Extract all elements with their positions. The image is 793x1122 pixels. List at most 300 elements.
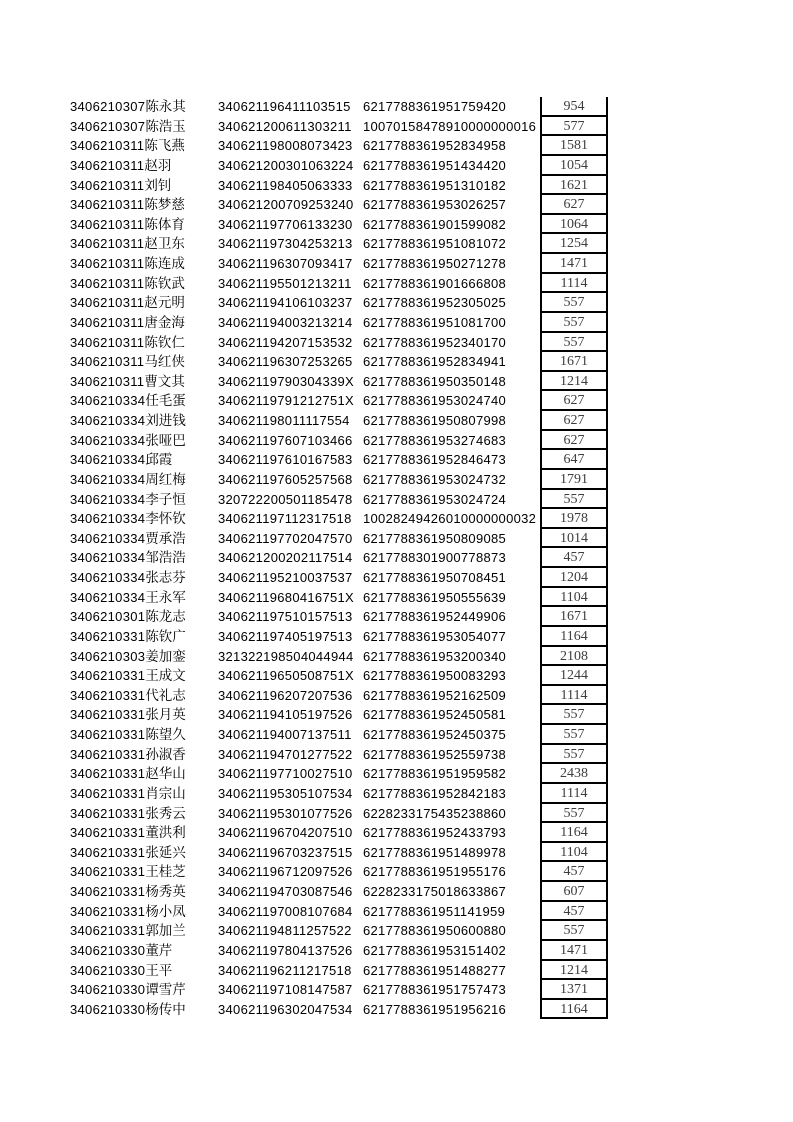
person-name: 陈钦仁 [144, 334, 185, 350]
bank-account-cell: 6217788361952305025 [363, 295, 507, 311]
unit-code: 3406210331 [70, 903, 146, 919]
id-number-cell: 340621197112317518 [218, 511, 352, 527]
code-name-cell [70, 117, 218, 137]
bank-account-cell: 6217788361951434420 [363, 157, 507, 173]
code-name-cell [70, 568, 218, 588]
id-number-cell: 340621196302047534 [218, 1001, 353, 1017]
table-row [0, 823, 608, 843]
bank-account-cell: 6217788361950083293 [363, 668, 507, 684]
code-name-cell [70, 1000, 218, 1020]
code-name-cell [70, 666, 218, 686]
amount-cell: 557 [540, 804, 608, 824]
unit-code: 3406210330 [70, 1001, 146, 1017]
unit-code: 3406210311 [70, 157, 145, 173]
table-row [0, 176, 608, 196]
amount-cell: 557 [540, 293, 608, 313]
unit-code: 3406210331 [70, 746, 146, 762]
bank-account-cell: 6217788361952162509 [363, 687, 507, 703]
person-name: 姜加銮 [145, 648, 186, 664]
amount-cell: 2108 [540, 647, 608, 667]
bank-account-cell: 6217788361953054077 [363, 628, 507, 644]
bank-account-cell: 6217788361953026257 [363, 197, 507, 213]
table-row [0, 450, 608, 470]
person-name: 陈龙志 [145, 609, 186, 625]
bank-account-cell: 6217788361953024724 [363, 491, 507, 507]
table-row [0, 431, 608, 451]
table-row [0, 470, 608, 490]
bank-account-cell: 6217788361951955176 [363, 864, 507, 880]
amount-cell: 1064 [540, 215, 608, 235]
id-number-cell: 340621195305107534 [218, 785, 353, 801]
table-row [0, 313, 608, 333]
table-row [0, 293, 608, 313]
amount-cell: 1214 [540, 961, 608, 981]
amount-cell: 647 [540, 450, 608, 470]
id-number-cell: 340621194703087546 [218, 884, 353, 899]
bank-account-cell: 6228233175018633867 [363, 884, 507, 899]
code-name-cell [70, 804, 218, 824]
id-number-cell: 340621200202117514 [218, 550, 353, 566]
unit-code: 3406210331 [70, 628, 146, 644]
amount-cell: 557 [540, 313, 608, 333]
bank-account-cell: 6217788361950271278 [363, 256, 507, 271]
amount-cell: 557 [540, 333, 608, 353]
code-name-cell [70, 372, 218, 392]
bank-account-cell: 10028249426010000000032 [363, 511, 537, 527]
bank-account-cell: 6217788361951081072 [363, 236, 507, 252]
id-number-cell: 340621194207153532 [218, 334, 353, 350]
id-number-cell: 340621197607103466 [218, 432, 353, 448]
records-table [0, 97, 608, 1019]
id-number-cell: 340621195301077526 [218, 805, 353, 821]
person-name: 周红梅 [145, 471, 186, 487]
id-number-cell: 340621196703237515 [218, 844, 353, 860]
code-name-cell [70, 470, 218, 490]
id-number-cell: 340621197706133230 [218, 216, 353, 232]
id-number-cell: 340621194105197526 [218, 707, 353, 723]
person-name: 邹浩浩 [145, 550, 186, 566]
amount-cell: 557 [540, 705, 608, 725]
amount-cell: 1791 [540, 470, 608, 490]
code-name-cell [70, 234, 218, 254]
table-row [0, 529, 608, 549]
amount-cell: 1978 [540, 509, 608, 529]
person-name: 赵卫东 [144, 236, 185, 252]
table-row [0, 509, 608, 529]
person-name: 谭雪芹 [145, 982, 186, 998]
bank-account-cell: 6217788361950350148 [363, 373, 507, 389]
table-row [0, 411, 608, 431]
table-row [0, 686, 608, 706]
person-name: 代礼志 [145, 687, 186, 703]
bank-account-cell: 6217788361952846473 [363, 452, 507, 468]
person-name: 刘钊 [144, 177, 172, 193]
unit-code: 3406210311 [70, 275, 145, 291]
table-row [0, 352, 608, 372]
bank-account-cell: 6217788361901599082 [363, 216, 507, 232]
bank-account-cell: 6217788361952559738 [363, 746, 507, 762]
unit-code: 3406210311 [70, 354, 145, 370]
code-name-cell [70, 411, 218, 431]
id-number-cell: 320722200501185478 [218, 491, 353, 507]
amount-cell: 1104 [540, 588, 608, 608]
code-name-cell [70, 274, 218, 294]
table-row [0, 391, 608, 411]
table-row [0, 784, 608, 804]
unit-code: 3406210307 [70, 99, 146, 114]
id-number-cell: 340621196307093417 [218, 256, 353, 271]
unit-code: 3406210334 [70, 491, 146, 507]
unit-code: 3406210334 [70, 589, 146, 605]
id-number-cell: 340621196411103515 [218, 99, 351, 114]
unit-code: 3406210311 [70, 138, 145, 154]
unit-code: 3406210334 [70, 413, 146, 428]
person-name: 张志芬 [145, 570, 186, 585]
amount-cell: 1164 [540, 1000, 608, 1020]
table-row [0, 97, 608, 117]
person-name: 刘进钱 [145, 413, 186, 428]
code-name-cell [70, 882, 218, 902]
amount-cell: 2438 [540, 764, 608, 784]
code-name-cell [70, 529, 218, 549]
table-row [0, 117, 608, 137]
id-number-cell: 340621200709253240 [218, 197, 354, 213]
bank-account-cell: 6217788361953200340 [363, 648, 507, 664]
unit-code: 3406210334 [70, 570, 146, 585]
code-name-cell [70, 293, 218, 313]
person-name: 王平 [145, 962, 173, 978]
unit-code: 3406210331 [70, 805, 146, 821]
amount-cell: 1164 [540, 823, 608, 843]
table-row [0, 980, 608, 1000]
unit-code: 3406210301 [70, 609, 146, 625]
bank-account-cell: 6217788361951759420 [363, 99, 507, 114]
code-name-cell [70, 176, 218, 196]
bank-account-cell: 6217788361953151402 [363, 942, 507, 958]
code-name-cell [70, 215, 218, 235]
unit-code: 3406210311 [70, 295, 145, 311]
table-row [0, 568, 608, 588]
code-name-cell [70, 195, 218, 215]
unit-code: 3406210330 [70, 982, 146, 998]
table-row [0, 234, 608, 254]
unit-code: 3406210311 [70, 236, 145, 252]
bank-account-cell: 6217788361951141959 [363, 903, 506, 919]
person-name: 张哑巴 [145, 432, 186, 448]
table-row [0, 274, 608, 294]
id-number-cell: 340621200611303211 [218, 118, 352, 134]
amount-cell: 457 [540, 548, 608, 568]
bank-account-cell: 6217788361950807998 [363, 413, 507, 428]
bank-account-cell: 6217788361952450581 [363, 707, 507, 723]
table-row [0, 764, 608, 784]
code-name-cell [70, 97, 218, 117]
unit-code: 3406210334 [70, 432, 146, 448]
id-number-cell: 340621194003213214 [218, 314, 353, 330]
bank-account-cell: 6217788361950555639 [363, 589, 507, 605]
person-name: 陈梦慈 [144, 197, 185, 213]
id-number-cell: 340621200301063224 [218, 157, 354, 173]
person-name: 李怀钦 [145, 511, 186, 527]
unit-code: 3406210331 [70, 766, 146, 782]
amount-cell: 627 [540, 195, 608, 215]
code-name-cell [70, 725, 218, 745]
unit-code: 3406210311 [70, 177, 145, 193]
table-row [0, 607, 608, 627]
unit-code: 3406210311 [70, 256, 145, 271]
table-row [0, 647, 608, 667]
person-name: 赵元明 [144, 295, 185, 311]
person-name: 陈体育 [144, 216, 185, 232]
table-row [0, 725, 608, 745]
amount-cell: 1671 [540, 352, 608, 372]
amount-cell: 557 [540, 921, 608, 941]
amount-cell: 457 [540, 902, 608, 922]
id-number-cell: 340621196704207510 [218, 825, 353, 841]
amount-cell: 627 [540, 391, 608, 411]
id-number-cell: 340621195501213211 [218, 275, 352, 291]
person-name: 张月英 [145, 707, 186, 723]
bank-account-cell: 6217788361952842183 [363, 785, 507, 801]
code-name-cell [70, 823, 218, 843]
table-row [0, 333, 608, 353]
unit-code: 3406210334 [70, 530, 146, 546]
code-name-cell [70, 980, 218, 1000]
id-number-cell: 340621197304253213 [218, 236, 353, 252]
unit-code: 3406210311 [70, 334, 145, 350]
bank-account-cell: 6228233175435238860 [363, 805, 507, 821]
unit-code: 3406210311 [70, 314, 145, 330]
person-name: 郭加兰 [145, 923, 186, 939]
person-name: 王永军 [145, 589, 186, 605]
person-name: 杨传中 [145, 1001, 186, 1017]
unit-code: 3406210331 [70, 687, 146, 703]
table-row [0, 254, 608, 274]
unit-code: 3406210330 [70, 942, 146, 958]
id-number-cell: 340621197108147587 [218, 982, 353, 998]
unit-code: 3406210311 [70, 197, 145, 213]
table-row [0, 902, 608, 922]
table-row [0, 804, 608, 824]
amount-cell: 1254 [540, 234, 608, 254]
amount-cell: 1471 [540, 941, 608, 961]
person-name: 马红侠 [144, 354, 185, 370]
code-name-cell [70, 254, 218, 274]
id-number-cell: 34062119680416751X [218, 589, 355, 605]
table-row [0, 941, 608, 961]
id-number-cell: 340621197008107684 [218, 903, 353, 919]
code-name-cell [70, 705, 218, 725]
person-name: 陈永其 [145, 99, 186, 114]
table-row [0, 961, 608, 981]
amount-cell: 607 [540, 882, 608, 902]
table-row [0, 156, 608, 176]
id-number-cell: 340621198405063333 [218, 177, 353, 193]
bank-account-cell: 6217788361952433793 [363, 825, 507, 841]
person-name: 赵羽 [144, 157, 172, 173]
id-number-cell: 340621197804137526 [218, 942, 353, 958]
id-number-cell: 340621197405197513 [218, 628, 353, 644]
code-name-cell [70, 136, 218, 156]
table-row [0, 745, 608, 765]
person-name: 董洪利 [145, 825, 186, 841]
table-row [0, 921, 608, 941]
unit-code: 3406210334 [70, 550, 146, 566]
amount-cell: 1014 [540, 529, 608, 549]
amount-cell: 954 [540, 97, 608, 117]
person-name: 张秀云 [145, 805, 186, 821]
person-name: 杨小凤 [145, 903, 186, 919]
person-name: 王成文 [145, 668, 186, 684]
unit-code: 3406210331 [70, 923, 146, 939]
person-name: 孙淑香 [145, 746, 186, 762]
unit-code: 3406210331 [70, 727, 146, 742]
table-row [0, 588, 608, 608]
person-name: 肖宗山 [145, 785, 186, 801]
table-row [0, 627, 608, 647]
person-name: 贾承浩 [145, 530, 186, 546]
unit-code: 3406210307 [70, 118, 146, 134]
code-name-cell [70, 313, 218, 333]
unit-code: 3406210330 [70, 962, 146, 978]
bank-account-cell: 6217788361951956216 [363, 1001, 507, 1017]
code-name-cell [70, 627, 218, 647]
id-number-cell: 340621197605257568 [218, 471, 353, 487]
code-name-cell [70, 686, 218, 706]
bank-account-cell: 6217788361951959582 [363, 766, 507, 782]
id-number-cell: 340621197702047570 [218, 530, 353, 546]
bank-account-cell: 6217788301900778873 [363, 550, 507, 566]
person-name: 陈飞燕 [144, 138, 185, 154]
id-number-cell: 340621196207207536 [218, 687, 353, 703]
bank-account-cell: 6217788361951310182 [363, 177, 507, 193]
bank-account-cell: 6217788361952449906 [363, 609, 507, 625]
unit-code: 3406210311 [70, 373, 145, 389]
amount-cell: 557 [540, 745, 608, 765]
amount-cell: 1581 [540, 136, 608, 156]
table-row [0, 215, 608, 235]
unit-code: 3406210331 [70, 707, 146, 723]
amount-cell: 1164 [540, 627, 608, 647]
unit-code: 3406210331 [70, 864, 146, 880]
id-number-cell: 340621198008073423 [218, 138, 353, 154]
amount-cell: 557 [540, 725, 608, 745]
id-number-cell: 321322198504044944 [218, 648, 354, 664]
person-name: 赵华山 [145, 766, 186, 782]
bank-account-cell: 6217788361952834958 [363, 138, 507, 154]
id-number-cell: 340621196211217518 [218, 962, 352, 978]
code-name-cell [70, 784, 218, 804]
code-name-cell [70, 450, 218, 470]
id-number-cell: 340621194106103237 [218, 295, 353, 311]
id-number-cell: 34062119791212751X [218, 393, 355, 409]
bank-account-cell: 6217788361953274683 [363, 432, 507, 448]
bank-account-cell: 6217788361952340170 [363, 334, 507, 350]
id-number-cell: 340621194701277522 [218, 746, 353, 762]
amount-cell: 1471 [540, 254, 608, 274]
id-number-cell: 340621196712097526 [218, 864, 353, 880]
id-number-cell: 340621197710027510 [218, 766, 353, 782]
bank-account-cell: 6217788361951488277 [363, 962, 507, 978]
unit-code: 3406210334 [70, 471, 146, 487]
person-name: 陈钦武 [144, 275, 185, 291]
person-name: 董芹 [145, 942, 173, 958]
table-row [0, 136, 608, 156]
amount-cell: 1114 [540, 784, 608, 804]
amount-cell: 627 [540, 411, 608, 431]
bank-account-cell: 10070158478910000000016 [363, 118, 537, 134]
person-name: 陈钦广 [145, 628, 186, 644]
bank-account-cell: 6217788361950600880 [363, 923, 507, 939]
id-number-cell: 340621194811257522 [218, 923, 352, 939]
amount-cell: 1371 [540, 980, 608, 1000]
amount-cell: 1244 [540, 666, 608, 686]
table-row [0, 1000, 608, 1020]
amount-cell: 557 [540, 490, 608, 510]
table-row [0, 882, 608, 902]
bank-account-cell: 6217788361951489978 [363, 844, 507, 860]
code-name-cell [70, 607, 218, 627]
bank-account-cell: 6217788361950708451 [363, 570, 507, 585]
person-name: 杨秀英 [145, 884, 186, 899]
table-row [0, 666, 608, 686]
person-name: 唐金海 [144, 314, 185, 330]
amount-cell: 1214 [540, 372, 608, 392]
amount-cell: 1671 [540, 607, 608, 627]
bank-account-cell: 6217788361951081700 [363, 314, 507, 330]
person-name: 邱霞 [145, 452, 173, 468]
code-name-cell [70, 588, 218, 608]
code-name-cell [70, 862, 218, 882]
id-number-cell: 340621195210037537 [218, 570, 353, 585]
person-name: 李子恒 [145, 491, 186, 507]
code-name-cell [70, 352, 218, 372]
code-name-cell [70, 647, 218, 667]
id-number-cell: 340621194007137511 [218, 727, 352, 742]
person-name: 陈浩玉 [145, 118, 186, 134]
unit-code: 3406210331 [70, 844, 146, 860]
amount-cell: 1114 [540, 274, 608, 294]
table-row [0, 705, 608, 725]
code-name-cell [70, 548, 218, 568]
bank-account-cell: 6217788361953024732 [363, 471, 507, 487]
code-name-cell [70, 156, 218, 176]
code-name-cell [70, 391, 218, 411]
code-name-cell [70, 941, 218, 961]
amount-cell: 1621 [540, 176, 608, 196]
bank-account-cell: 6217788361952834941 [363, 354, 507, 370]
unit-code: 3406210334 [70, 452, 146, 468]
table-row [0, 372, 608, 392]
person-name: 张延兴 [145, 844, 186, 860]
table-row [0, 490, 608, 510]
unit-code: 3406210331 [70, 668, 146, 684]
table-row [0, 195, 608, 215]
amount-cell: 1104 [540, 843, 608, 863]
id-number-cell: 340621197510157513 [218, 609, 353, 625]
code-name-cell [70, 509, 218, 529]
amount-cell: 1054 [540, 156, 608, 176]
person-name: 王桂芝 [145, 864, 186, 880]
unit-code: 3406210331 [70, 785, 146, 801]
unit-code: 3406210334 [70, 511, 146, 527]
id-number-cell: 340621197610167583 [218, 452, 353, 468]
code-name-cell [70, 490, 218, 510]
person-name: 任毛蛋 [145, 393, 186, 409]
bank-account-cell: 6217788361952450375 [363, 727, 507, 742]
table-row [0, 862, 608, 882]
code-name-cell [70, 961, 218, 981]
